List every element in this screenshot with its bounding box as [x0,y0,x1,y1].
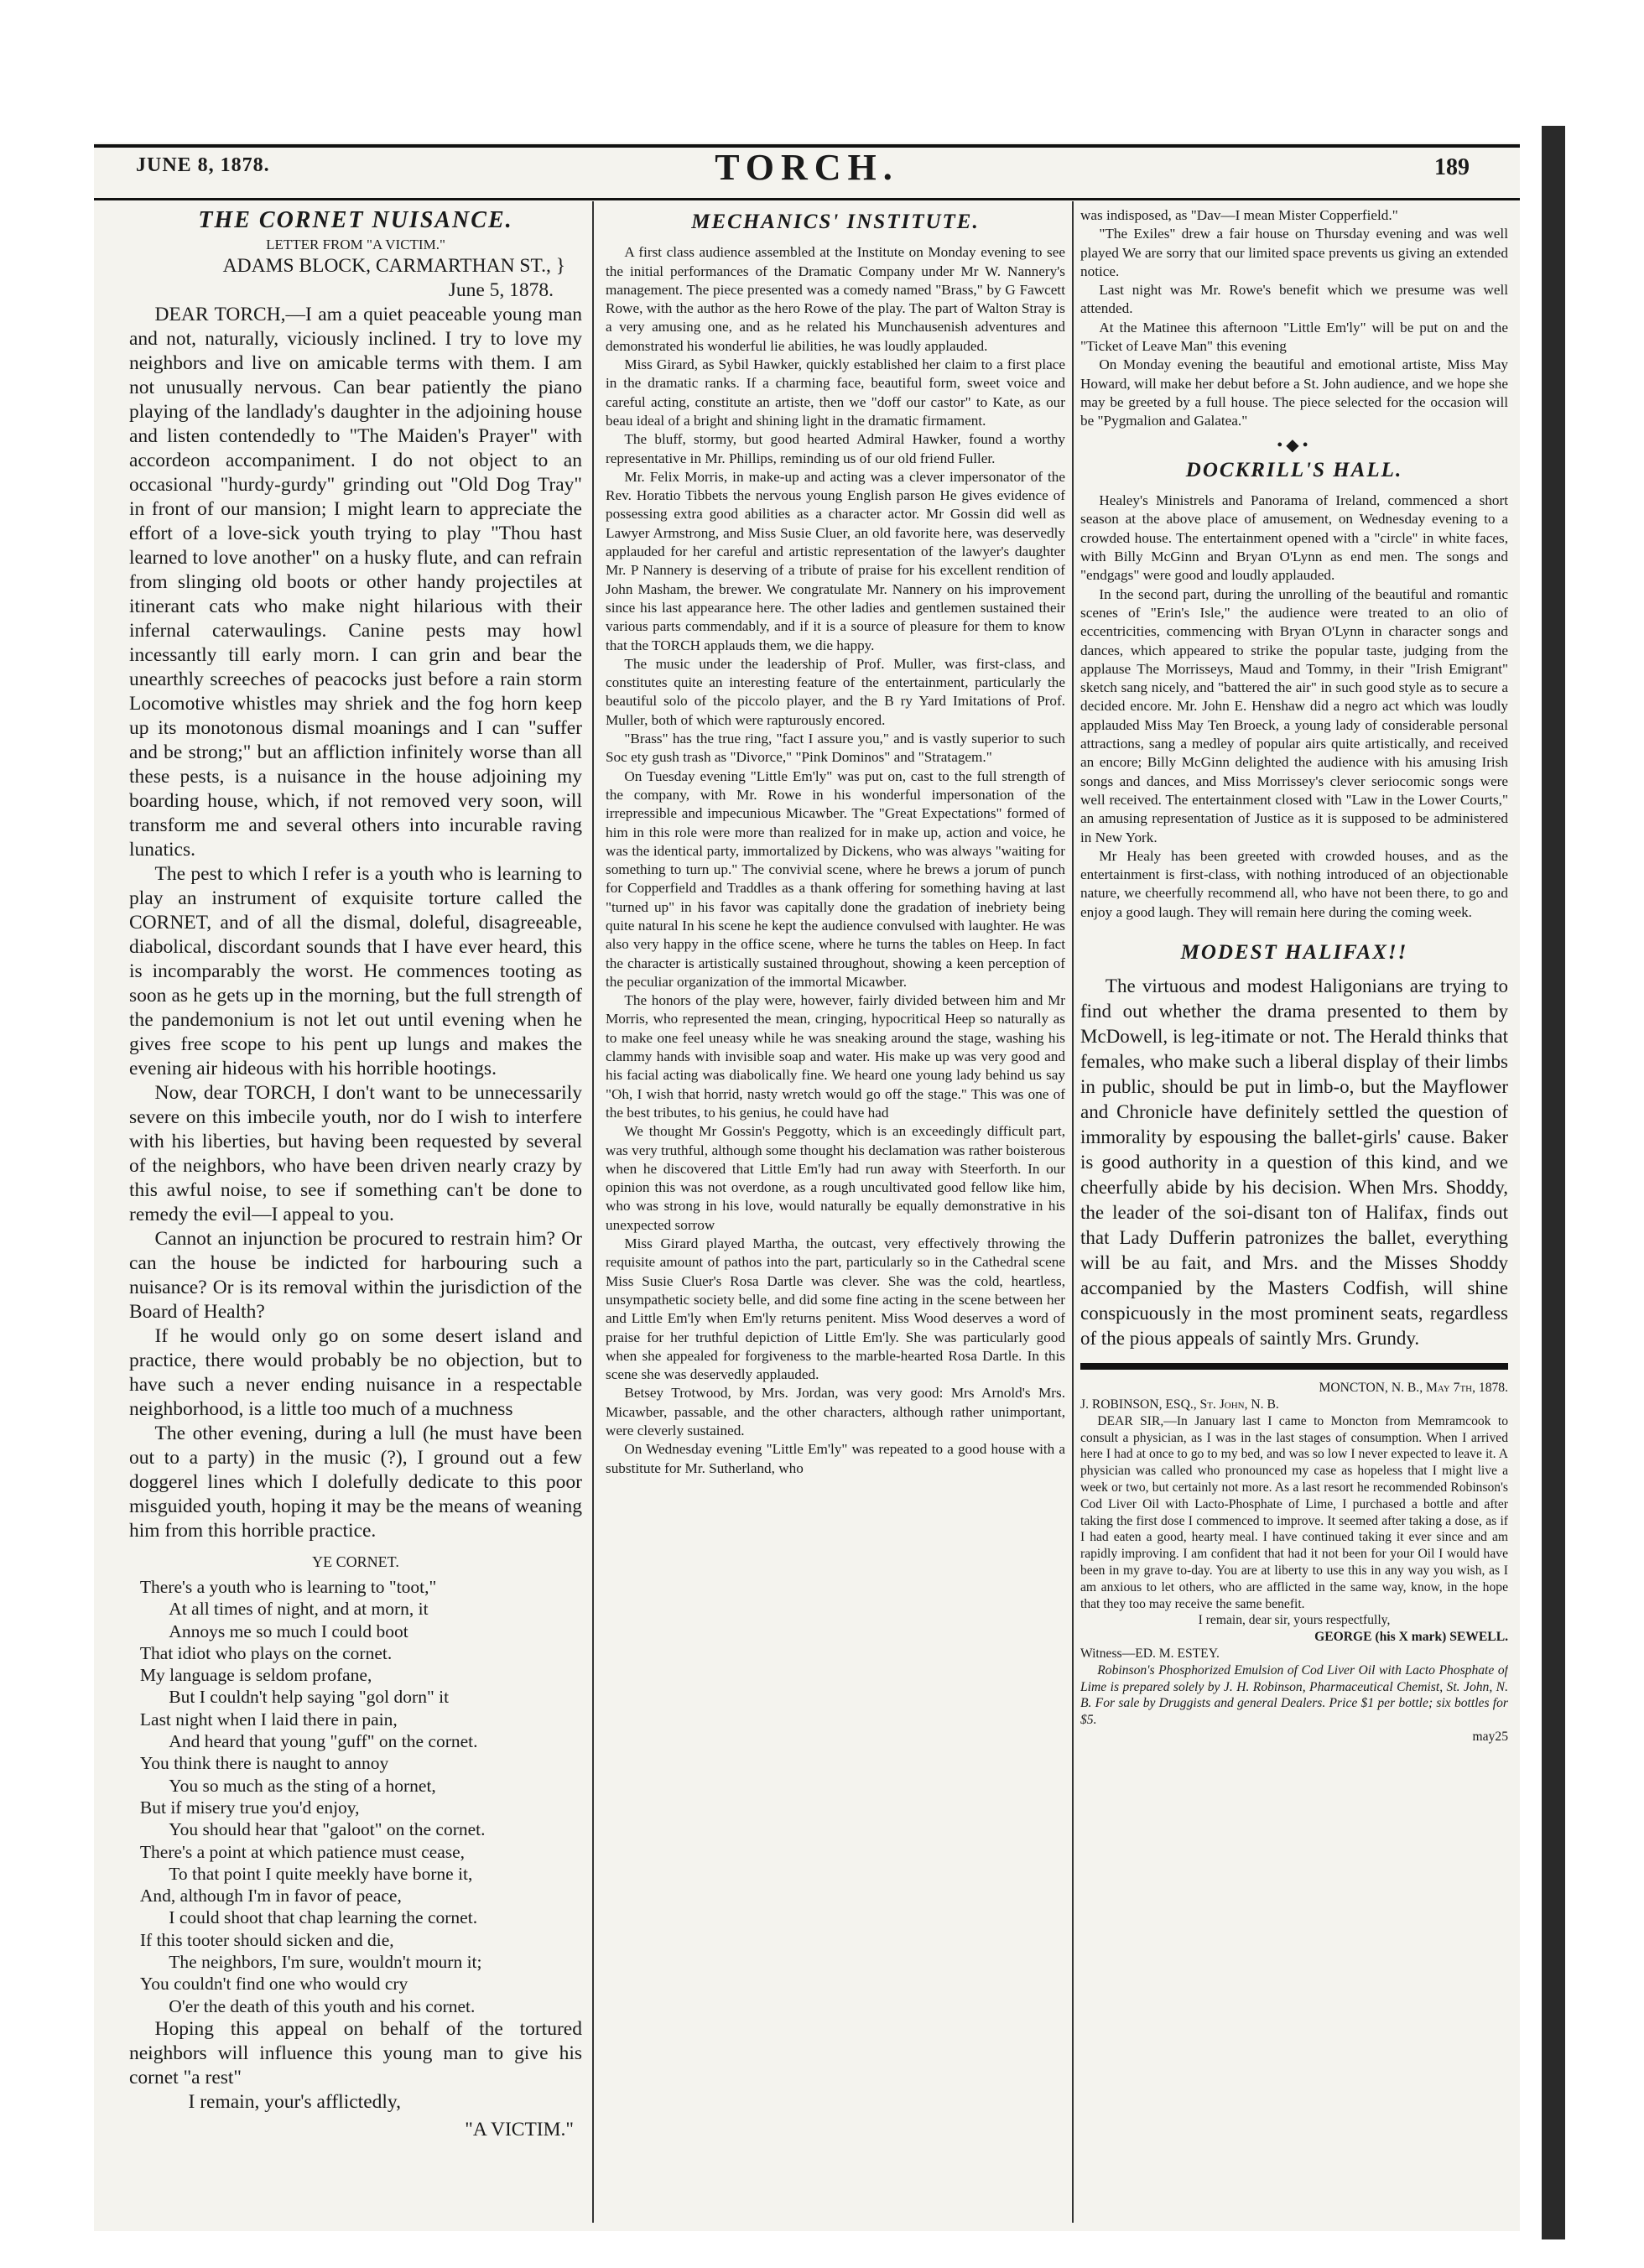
advert-remain: I remain, dear sir, yours respectfully, [1198,1613,1391,1628]
poem-line: I could shoot that chap learning the cornet. [169,1907,478,1928]
letter-closing: Hoping this appeal on behalf of the tortured neighbors will influence this young man to give his cornet "a rest" [129,2017,582,2089]
review-paragraph: On Wednesday evening "Little Em'ly" was repeated to a good house with a substitute for Mr. Sutherland, who [606,1441,1065,1476]
letter-paragraph: The other evening, during a lull (he must have been out to a party) in the music (?), I ground out a few doggerel lines which I dolefully dedicate to this poor misguided youth, hoping it may be the means of weaning him from this horrible practice. [129,1423,582,1542]
review-paragraph: A first class audience assembled at the Institute on Monday evening to see the initial performances of the Dramatic Company under Mr W. Nannery's management. The piece presented was a comedy named "Brass," by G Fawcett Rowe, with the author as the hero Rowe of the play. The part of Walton Stray is a very amusing one, and as he related his Munchausenish adventures and demonstrated his wonderful lie abilities, he was loudly applauded. [606,244,1065,354]
continued-paragraph: was indisposed, as "Dav—I mean Mister Copperfield." [1080,207,1398,223]
review-paragraph: Mr. Felix Morris, in make-up and acting was a clever impersonator of the Rev. Horatio Tibbets the nervous young English parson He gives evidence of possessing extra good abilities as a character actor. Mr Gossin did well as Lawyer Armstrong, and Miss Susie Cluer, an old favorite here, was deservedly applauded for her careful and artistic representation of the lawyer's daughter Mr. P Nannery is deserving of a tribute of praise for his excellent rendition of John Masham, the brewer. We congratulate Mr. Nannery on his improvement since his last appearance here. The other ladies and gentlemen sustained their various parts commendably, and if it is a source of pleasure for them to know that the TORCH applauds them, we die happy. [606,468,1065,653]
advert-dateline: MONCTON, N. B., May 7th, 1878. [1319,1381,1508,1396]
poem-line: And, although I'm in favor of peace, [139,1886,402,1906]
theatre-note: "The Exiles" drew a fair house on Thursday evening and was well played We are sorry that our limited space prevents us giving an extended notice. [1080,226,1508,279]
column-mechanics-institute [606,206,1065,2211]
letter-signature: "A VICTIM." [465,2118,574,2141]
page-number: 189 [1434,154,1470,180]
poem-line: But if misery true you'd enjoy, [139,1797,360,1818]
advertisement [1080,1380,1508,1745]
review-paragraph: We thought Mr Gossin's Peggotty, which is an exceedingly difficult part, was very truthful, although some thought his declamation was rather boisterous when he discovered that Little Em'ly had run away with Steerforth. In our opinion this was not overdone, as a rough uncultivated good fellow like him, who was strong in his love, would naturally be equally demonstrative in his unexpected sorrow [606,1123,1065,1233]
advert-body: DEAR SIR,—In January last I came to Moncton from Memramcook to consult a physician, as I was in the last stages of consumption. When I arrived here I had at once to go to my bed, and was so low I never expected to leave it. A physician was called who pronounced my case as hopeless that I might live a week or two, but certainly not more. As a last resort he recommended Robinson's Cod Liver Oil with Lacto-Phosphate of Lime, I purchased a bottle and after taking the first dose I commenced to improve. It seemed after taking a dose, as if I had eaten a good, hearty meal. I have continued taking it ever since and am rapidly improving. I am confident that had it not been for your Oil I would have been in my grave to-day. You are at liberty to use this in any way you wish, as I am anxious to let others, who are afflicted in the same way, know, in the hope that they too may receive the same benefit. [1080,1413,1508,1611]
review-paragraph: The bluff, stormy, but good hearted Admiral Hawker, found a worthy representative in Mr. Phillips, reminding us of our old friend Fuller. [606,431,1065,466]
poem-line: You should hear that "galoot" on the cornet. [169,1819,486,1840]
review-paragraph: The honors of the play were, however, fairly divided between him and Mr Morris, who represented the mean, cringing, hypocritical Heep so naturally as to make one feel uneasy while he was sneaking around the stage, washing his clammy hands with invisible soap and water. His make up was very good and his facial acting was diabolically fine. We heard one young lady behind us say "Oh, I wish that horrid, nasty wretch would go off the stage." This was one of the best tributes, to his genius, he could have had [606,992,1065,1121]
poem-line: You so much as the sting of a hornet, [169,1775,436,1796]
article-heading-halifax: MODEST HALIFAX!! [1180,940,1408,964]
masthead [94,143,1520,193]
article-heading-mechanics: MECHANICS' INSTITUTE. [691,211,980,233]
scan-edge-shadow [1542,126,1565,2239]
letter-paragraph: If he would only go on some desert island and practice, there would probably be no objection, but to have such a never ending nuisance in a respectable neighborhood, is a little too much of a muchness [129,1325,582,1420]
article-heading-cornet: THE CORNET NUISANCE. [198,207,513,233]
poem-line: My language is seldom profane, [139,1665,372,1686]
column-cornet-nuisance [129,206,582,2211]
review-paragraph: Miss Girard played Martha, the outcast, very effectively throwing the requisite amount of pathos into the part, particularly so in the Cathedral scene Miss Susie Cluer's Rosa Dartle was clever. She was the cold, heartless, unsympathetic society belle, and did some fine acting in the scene between her and Little Em'ly when Em'ly returns penitent. Miss Wood deserves a word of praise for her truthful depiction of Little Em'ly. She was particularly good when she appealed for forgiveness to the marble-hearted Rosa Dartle. In this scene she was deservedly applauded. [606,1235,1065,1383]
letter-subheading: LETTER FROM "A VICTIM." [266,237,445,252]
letter-paragraph: Cannot an injunction be procured to restrain him? Or can the house be indicted for harbouring such a nuisance? Or is its removal within the jurisdiction of the Board of Health? [129,1228,582,1323]
poem [129,1576,582,2017]
poem-line: You couldn't find one who would cry [139,1974,408,1995]
theatre-note: At the Matinee this afternoon "Little Em'ly" will be put on and the "Ticket of Leave Man" this evening [1080,319,1508,355]
advert-witness: Witness—ED. M. ESTEY. [1080,1646,1220,1662]
advert-signer: GEORGE (his X mark) SEWELL. [1314,1630,1508,1645]
poem-line: O'er the death of this youth and his cornet. [169,1995,476,2016]
poem-line: Last night when I laid there in pain, [139,1709,398,1730]
article-heading-dockrill: DOCKRILL'S HALL. [1185,458,1403,481]
letter-address: ADAMS BLOCK, CARMARTHAN ST., } [222,255,565,277]
letter-paragraph: DEAR TORCH,—I am a quiet peaceable young man and not, naturally, viciously inclined. I try to love my neighbors and live on amicable terms with them. I am not unusually nervous. Can bear patiently the piano playing of the landlady's daughter in the adjoining house and listen contendedly to "The Maiden's Prayer" with accordeon accompaniment. I do not object to an occasional "hurdy-gurdy" grinding out "Old Dog Tray" in front of our mansion; I might learn to appreciate the effort of a love-sick youth trying to play "Thou hast learned to love another" on a husky flute, and can refrain from slinging old boots or other handy projectiles at itinerant cats who make night hilarious with their infernal caterwaulings. Canine pests may howl incessantly till early morn. I can grin and bear the unearthly screeches of peacocks just before a rain storm Locomotive whistles may shriek and the fog horn keep up its monotonous dismal moanings and I can "suffer and be strong;" but an affliction infinitely worse than all these pests, is a nuisance in the house adjoining my boarding house, which, if not removed very soon, will transform me and several others into incurable raving lunatics. [129,304,582,861]
letter-paragraph: The pest to which I refer is a youth who is learning to play an instrument of exquisite torture called the CORNET, and of all the dismal, doleful, disagreeable, diabolical, discordant sounds that I have ever heard, this is incomparably the worst. He commences tooting as soon as he gets up in the morning, but the full strength of the pandemonium is not let out until evening when he gives free scope to his pent up lungs and makes the evening air hideous with his horrible hootings. [129,863,582,1079]
poem-line: There's a point at which patience must cease, [139,1841,466,1862]
review-paragraph: On Tuesday evening "Little Em'ly" was put on, cast to the full strength of the company, with Mr. Rowe in his wonderful impersonation of the irrepressible and impecunious Micawber. The "Great Expectations" formed of him in this role were more than realized for in make up, action and voice, he was the identical party, immortalized by Dickens, who was always "waiting for something to turn up." The convivial scene, where he brews a jorum of punch for Copperfield and Traddles as a thank offering for something having at last "turned up" in his favor was capitally done the gradation of inebriety being quite natural In his scene he kept the audience convulsed with laughter. He was also very happy in the office scene, where he turns the tables on Heep. In fact the character is artistically sustained throughout, showing a keen perception of the peculiar organization of the immortal Micawber. [606,767,1065,990]
paper-title: TORCH. [715,147,899,188]
poem-line: If this tooter should sicken and die, [139,1929,394,1950]
column-right [1080,206,1508,2211]
poem-line: There's a youth who is learning to "toot," [139,1577,437,1597]
poem-line: You think there is naught to annoy [139,1753,389,1774]
poem-line: The neighbors, I'm sure, wouldn't mourn it; [169,1952,482,1973]
poem-line: At all times of night, and at morn, it [169,1599,429,1620]
letter-paragraph: Now, dear TORCH, I don't want to be unnecessarily severe on this imbecile youth, nor do I wish to interfere with his liberties, but having been requested by several of the neighbors, who have been driven nearly crazy by this awful noise, to see if something can't be done to remedy the evil—I appeal to you. [129,1082,582,1225]
letter-date: June 5, 1878. [448,279,554,301]
advert-rule [1080,1363,1508,1370]
review-paragraph: Miss Girard, as Sybil Hawker, quickly established her claim to a first place in the dramatic ranks. If a charming face, beautiful form, sweet voice and careful acting, constitute an artiste, then we "doff our castor" to Kate, as our beau ideal of a bright and shining light in the dramatic firmament. [606,356,1065,429]
poem-line: But I couldn't help saying "gol dorn" it [169,1687,450,1708]
dockrill-paragraph: Healey's Ministrels and Panorama of Ireland, commenced a short season at the above place of amusement, on Wednesday evening to a crowded house. The entertainment opened with a "circle" in white faces, with Billy McGinn and Bryan O'Lynn as end men. The songs and "endgags" were good and loudly applauded. [1080,492,1508,584]
poem-line: That idiot who plays on the cornet. [139,1642,393,1663]
header-rule [94,198,1520,200]
theatre-note: Last night was Mr. Rowe's benefit which we presume was well attended. [1080,282,1508,317]
advert-addressee: J. ROBINSON, ESQ., St. John, N. B. [1080,1397,1279,1412]
review-paragraph: Betsey Trotwood, by Mrs. Jordan, was very good: Mrs Arnold's Mrs. Micawber, passable, and the other characters, although rather unimportant, were cleverly sustained. [606,1385,1065,1438]
column-divider-1 [592,201,594,2223]
newspaper-page [94,143,1520,2231]
ornament-divider: •◆• [1277,435,1312,455]
advert-footer: Robinson's Phosphorized Emulsion of Cod Liver Oil with Lacto Phosphate of Lime is prepared solely by J. H. Robinson, Pharmaceutical Chemist, St. John, N. B. For sale by Druggists and general Dealers. Price $1 per bottle; six bottles for $5. [1080,1662,1508,1728]
theatre-note: On Monday evening the beautiful and emotional artiste, Miss May Howard, will make her debut before a St. John audience, and we hope she may be greeted by a full house. The piece selected for the occasion will be "Pygmalion and Galatea." [1080,356,1508,429]
halifax-paragraph: The virtuous and modest Haligonians are trying to find out whether the drama presented to them by McDowell, is leg-itimate or not. The Herald thinks that females, who make such a liberal display of their limbs in public, should be put in limb-o, but the Mayflower and Chronicle have definitely settled the question of immorality by espousing the ballet-girls' cause. Baker is good authority in a question of this kind, and we cheerfully abide by his decision. When Mrs. Shoddy, the leader of the soi-disant ton of Halifax, finds out that Lady Dufferin patronizes the ballet, everything will be au fait, and Mrs. and the Misses Shoddy accompanied by the Masters Codfish, will shine conspicuously in the most prominent seats, regardless of the pious appeals of saintly Mrs. Grundy. [1080,975,1508,1350]
poem-line: And heard that young "guff" on the cornet. [169,1731,478,1752]
poem-line: Annoys me so much I could boot [169,1620,408,1641]
advert-code: may25 [1472,1730,1508,1745]
review-paragraph: The music under the leadership of Prof. Muller, was first-class, and constitutes quite an interesting feature of the entertainment, particularly the beautiful solo of the piccolo player, and the B ry Yard Imitations of Prof. Muller, both of which were rapturously encored. [606,655,1065,728]
poem-title: YE CORNET. [312,1553,399,1570]
dockrill-paragraph: Mr Healy has been greeted with crowded houses, and as the entertainment is first-class, with nothing introduced of an objectionable nature, we cheerfully recommend all, who have not been there, to go and enjoy a good laugh. They will remain here during the coming week. [1080,847,1508,920]
poem-line: To that point I quite meekly have borne it, [169,1863,473,1884]
column-divider-2 [1072,201,1074,2223]
issue-date: JUNE 8, 1878. [136,154,270,176]
letter-remain: I remain, your's afflictedly, [188,2090,402,2113]
review-paragraph: "Brass" has the true ring, "fact I assure you," and is vastly superior to such Soc ety gush trash as "Divorce," "Pink Dominos" and "Stratagem." [606,731,1065,766]
dockrill-paragraph: In the second part, during the unrolling of the beautiful and romantic scenes of "Erin's Isle," the audience were treated to an olio of eccentricities, commencing with Bryan O'Lynn in character songs and dances, which appeared to strike the popular taste, judging from the applause The Morrisseys, Maud and Tommy, in their "Irish Emigrant" sketch sang nicely, and "battered the air" in such good style as to secure a decided encore. Mr. John E. Henshaw did a negro act which was loudly applauded Miss May Ten Broeck, a young lady of considerable personal attractions, sang a medley of popular airs quite artistically, and received an encore; Billy McGinn delighted the audience with his amusing Irish songs and dances, and Miss Morrissey's clever seriocomic songs were well received. The entertainment closed with "Law in the Lower Courts," an amusing representation of Justice as it is supposed to be administered in New York. [1080,585,1508,845]
